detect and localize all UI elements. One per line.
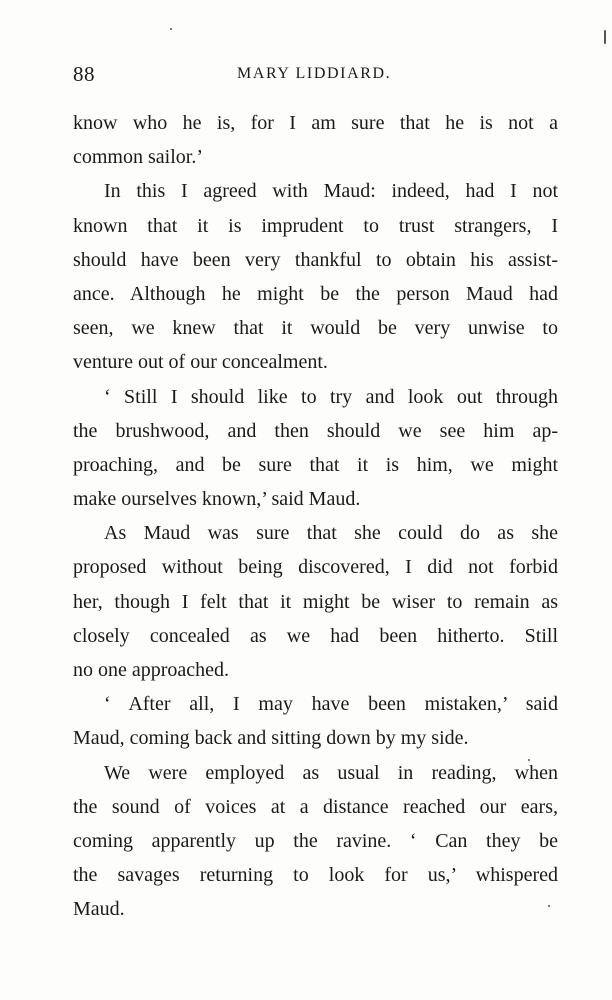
text-line: closely concealed as we had been hitherto. Still [73, 624, 558, 647]
text-line: her, though I felt that it might be wiser to remain as [73, 590, 558, 613]
page-number: 88 [73, 62, 95, 86]
scan-speck [528, 759, 530, 761]
text-line: ‘ Still I should like to try and look out through [104, 385, 558, 408]
text-line: common sailor.’ [73, 146, 203, 169]
text-line: We were employed as usual in reading, when [104, 761, 558, 784]
text-line: no one approached. [73, 659, 230, 681]
running-head: MARY LIDDIARD. [237, 65, 392, 82]
text-line: proaching, and be sure that it is him, we might [73, 453, 558, 476]
text-line: seen, we knew that it would be very unwise to [73, 317, 558, 340]
text-line: the savages returning to look for us,’ whispered [73, 864, 558, 887]
text-line: proposed without being discovered, I did not forbid [73, 556, 558, 579]
text-line: In this I agreed with Maud: indeed, had I not [104, 180, 558, 203]
text-line: should have been very thankful to obtain his assist- [73, 248, 558, 271]
page-header [73, 62, 558, 92]
text-line: make ourselves known,’ said Maud. [73, 488, 361, 511]
text-line: ance. Although he might be the person Maud had [73, 282, 558, 305]
text-line: the brushwood, and then should we see him ap- [73, 419, 558, 442]
text-line: As Maud was sure that she could do as she [104, 522, 558, 545]
scan-speck [170, 28, 172, 30]
text-line: ‘ After all, I may have been mistaken,’ said [104, 693, 558, 716]
text-line: known that it is imprudent to trust strangers, I [73, 214, 558, 237]
scan-speck [548, 905, 550, 907]
scan-speck [604, 30, 606, 44]
text-line: Maud. [73, 898, 125, 921]
text-line: the sound of voices at a distance reached our ears, [73, 795, 558, 818]
text-line: venture out of our concealment. [73, 351, 328, 374]
text-line: coming apparently up the ravine. ‘ Can they be [73, 829, 558, 852]
text-line: Maud, coming back and sitting down by my side. [73, 727, 469, 750]
text-line: know who he is, for I am sure that he is not a [73, 112, 558, 134]
body-text [73, 106, 558, 927]
